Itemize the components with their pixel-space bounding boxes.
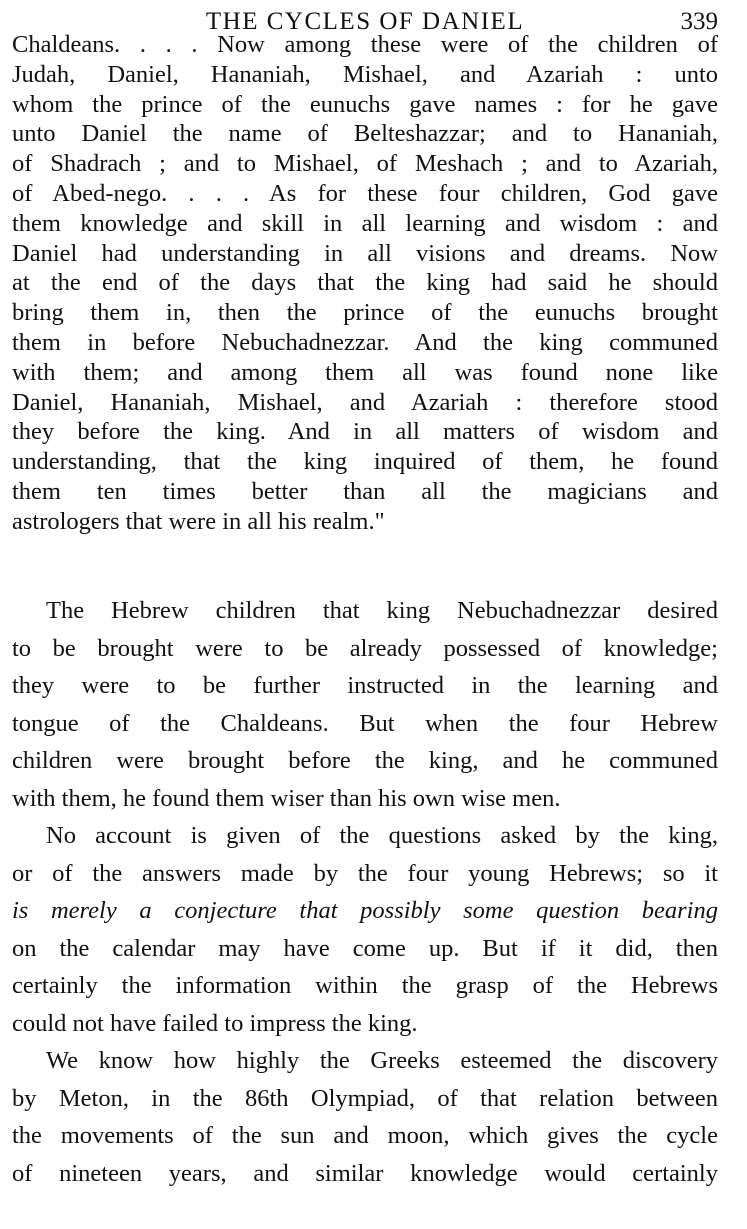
- body-text: [12, 592, 718, 1192]
- text-line: could not have failed to impress the king.: [12, 1009, 418, 1037]
- quote-line: at the end of the days that the king had said he should: [12, 269, 718, 297]
- quote-line: bring them in, then the prince of the eunuchs brought: [12, 299, 718, 327]
- quote-line: whom the prince of the eunuchs gave names : for he gave: [12, 90, 718, 118]
- page-number: 339: [680, 8, 718, 35]
- text-line: The Hebrew children that king Nebuchadnezzar desired: [46, 597, 718, 624]
- text-line: certainly the information within the grasp of the Hebrews: [12, 972, 718, 999]
- quote-line: Chaldeans. . . . Now among these were of the children of: [12, 31, 718, 58]
- running-title: THE CYCLES OF DANIEL: [205, 8, 525, 35]
- quote-line: astrologers that were in all his realm.": [12, 507, 385, 535]
- paragraph: [12, 592, 718, 817]
- text-line: No account is given of the questions asked by the king,: [46, 822, 718, 849]
- quote-line: them ten times better than all the magicians and: [12, 477, 718, 505]
- text-line: or of the answers made by the four young Hebrews; so it: [12, 859, 718, 887]
- text-line: by Meton, in the 86th Olympiad, of that relation between: [12, 1084, 718, 1112]
- quotation-block: [12, 30, 718, 537]
- quote-line: with them; and among them all was found none like: [12, 358, 718, 386]
- quote-line: Daniel, Hananiah, Mishael, and Azariah : therefore stood: [12, 388, 718, 416]
- text-line: they were to be further instructed in the learning and: [12, 672, 718, 699]
- paragraph: [12, 1042, 718, 1192]
- text-line: is merely a conjecture that possibly some question bearing: [12, 897, 718, 924]
- quote-line: of Abed-nego. . . . As for these four children, God gave: [12, 179, 718, 207]
- text-line: on the calendar may have come up. But if it did, then: [12, 934, 718, 962]
- text-line: the movements of the sun and moon, which gives the cycle: [12, 1122, 718, 1149]
- quote-line: of Shadrach ; and to Mishael, of Meshach ; and to Azariah,: [12, 150, 718, 178]
- text-line: with them, he found them wiser than his own wise men.: [12, 784, 561, 812]
- quote-line: understanding, that the king inquired of them, he found: [12, 448, 718, 476]
- paragraph: [12, 817, 718, 1042]
- quote-line: them in before Nebuchadnezzar. And the king communed: [12, 328, 718, 356]
- quote-line: them knowledge and skill in all learning and wisdom : and: [12, 209, 718, 237]
- text-line: We know how highly the Greeks esteemed the discovery: [46, 1047, 718, 1074]
- text-line: children were brought before the king, and he communed: [12, 747, 718, 774]
- text-line: to be brought were to be already possessed of knowledge;: [12, 634, 718, 662]
- quote-line: Daniel had understanding in all visions and dreams. Now: [12, 239, 718, 267]
- quote-line: Judah, Daniel, Hananiah, Mishael, and Azariah : unto: [12, 60, 718, 88]
- text-line: tongue of the Chaldeans. But when the four Hebrew: [12, 709, 718, 737]
- text-line: of nineteen years, and similar knowledge would certainly: [12, 1159, 718, 1187]
- quote-line: unto Daniel the name of Belteshazzar; and to Hananiah,: [12, 120, 718, 148]
- quote-line: they before the king. And in all matters of wisdom and: [12, 418, 718, 446]
